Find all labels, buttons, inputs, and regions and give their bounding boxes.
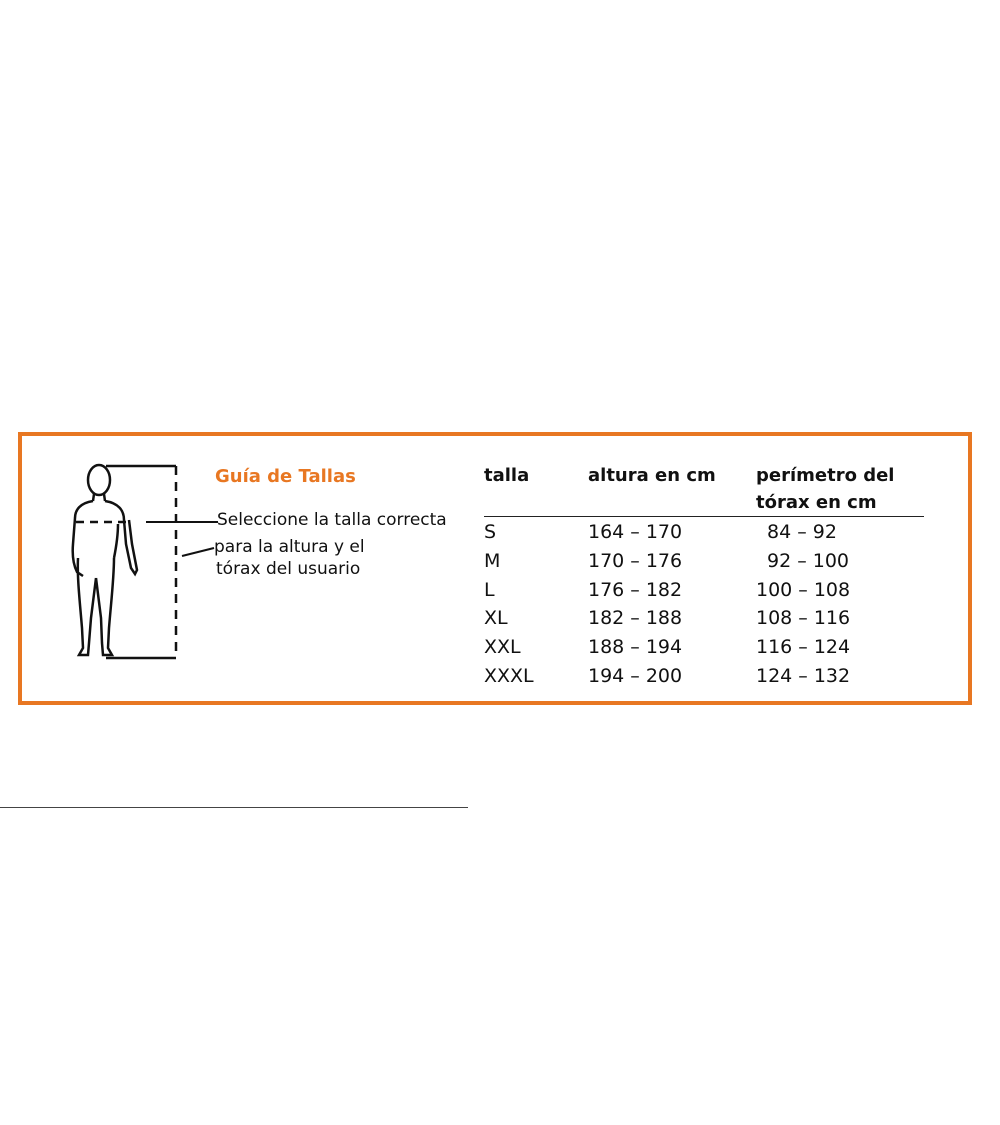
table-row (484, 547, 924, 576)
cell-chest: 116 – 124 (756, 636, 851, 659)
cell-height: 194 – 200 (588, 664, 683, 687)
cell-height: 176 – 182 (588, 578, 683, 601)
instruction-line-3: tórax del usuario (216, 559, 361, 579)
cell-chest: 100 – 108 (756, 578, 851, 601)
header-divider (484, 516, 924, 517)
cell-chest: 84 – 92 (767, 521, 837, 543)
instruction-line-1: Seleccione la talla correcta (217, 510, 447, 530)
guide-title: Guía de Tallas (215, 466, 356, 487)
table-row (484, 662, 924, 691)
instruction-line-2: para la altura y el (214, 537, 365, 557)
footnote-divider (0, 807, 468, 808)
header-chest (756, 462, 894, 516)
cell-height: 170 – 176 (588, 549, 683, 572)
table-row (484, 576, 924, 605)
cell-size: M (484, 549, 501, 572)
cell-chest: 108 – 116 (756, 607, 851, 630)
cell-height: 188 – 194 (588, 636, 683, 659)
cell-size: S (484, 521, 497, 543)
header-size: talla (484, 465, 530, 486)
cell-size: XXL (484, 636, 521, 659)
header-chest-line-2: tórax en cm (756, 492, 877, 513)
size-table-body (484, 518, 924, 691)
table-row (484, 518, 924, 547)
header-height: altura en cm (588, 465, 716, 486)
cell-size: L (484, 578, 495, 601)
table-row (484, 604, 924, 633)
cell-size: XXXL (484, 664, 534, 687)
size-guide-panel (18, 432, 972, 705)
cell-height: 182 – 188 (588, 607, 683, 630)
cell-size: XL (484, 607, 508, 630)
cell-chest: 124 – 132 (756, 664, 851, 687)
header-chest-line-1: perímetro del (756, 465, 895, 486)
cell-chest: 92 – 100 (767, 549, 850, 572)
table-row (484, 633, 924, 662)
cell-height: 164 – 170 (588, 521, 683, 543)
